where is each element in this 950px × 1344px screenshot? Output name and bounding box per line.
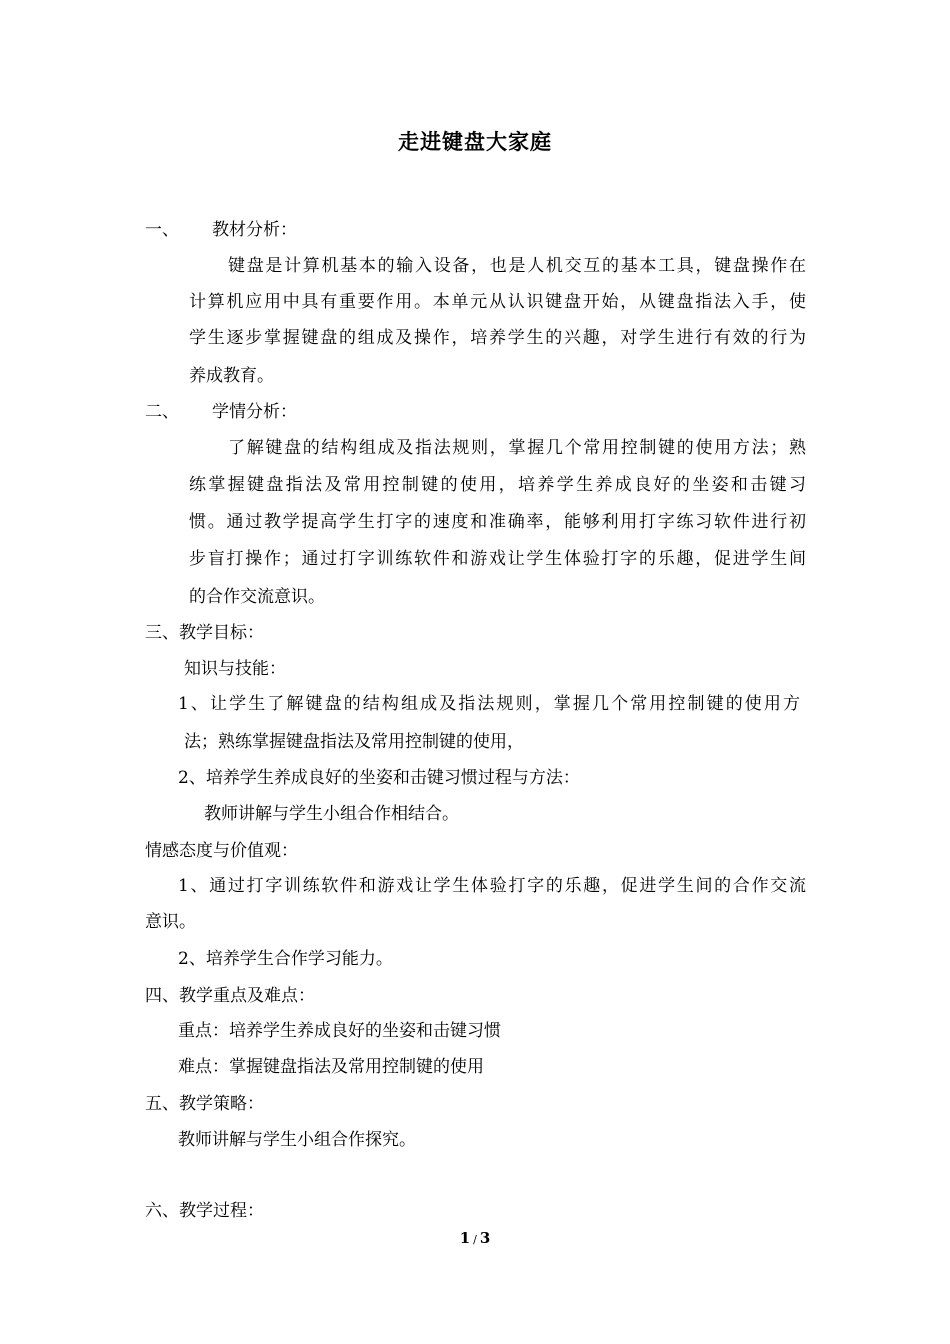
section2-line: 步盲打操作；通过打字训练软件和游戏让学生体验打字的乐趣，促进学生间: [189, 549, 806, 569]
page-number: [0, 1229, 950, 1247]
section4-heading: 四、教学重点及难点：: [145, 986, 315, 1006]
section5-heading: 五、教学策略：: [145, 1094, 264, 1114]
section3-item2: 2、培养学生养成良好的坐姿和击键习惯过程与方法：: [178, 768, 580, 788]
section3-heading: 三、教学目标：: [145, 623, 264, 643]
section3-item2-detail: 教师讲解与学生小组合作相结合。: [204, 804, 459, 824]
section1-line: 养成教育。: [189, 366, 274, 386]
section1-number: 一、: [145, 220, 179, 240]
section1-heading: 教材分析：: [212, 220, 297, 240]
section2-line: 练掌握键盘指法及常用控制键的使用，培养学生养成良好的坐姿和击键习: [189, 475, 806, 495]
section4-difficult-point: 难点：掌握键盘指法及常用控制键的使用: [178, 1057, 484, 1077]
section3-item3-line1: 1、通过打字训练软件和游戏让学生体验打字的乐趣，促进学生间的合作交流: [178, 876, 806, 896]
section2-line: 了解键盘的结构组成及指法规则，掌握几个常用控制键的使用方法；熟: [228, 438, 806, 458]
page-current: 1: [459, 1229, 471, 1247]
section5-content: 教师讲解与学生小组合作探究。: [178, 1130, 416, 1150]
section3-item1-line1: 1、让学生了解键盘的结构组成及指法规则，掌握几个常用控制键的使用方: [178, 694, 800, 714]
page-total: 3: [479, 1229, 491, 1247]
section1-line: 键盘是计算机基本的输入设备，也是人机交互的基本工具，键盘操作在: [228, 256, 806, 276]
section6-heading: 六、教学过程：: [145, 1201, 264, 1221]
section4-key-point: 重点：培养学生养成良好的坐姿和击键习惯: [178, 1021, 501, 1041]
section3-item1-line2: 法；熟练掌握键盘指法及常用控制键的使用，: [184, 732, 524, 752]
section3-item4: 2、培养学生合作学习能力。: [178, 949, 393, 969]
section1-line: 学生逐步掌握键盘的组成及操作，培养学生的兴趣，对学生进行有效的行为: [189, 328, 806, 348]
section1-line: 计算机应用中具有重要作用。本单元从认识键盘开始，从键盘指法入手，使: [189, 292, 806, 312]
section2-number: 二、: [145, 402, 179, 422]
section2-line: 惯。通过教学提高学生打字的速度和准确率，能够利用打字练习软件进行初: [189, 512, 806, 532]
page-separator: /: [473, 1233, 477, 1246]
section3-subheading-knowledge: 知识与技能：: [184, 659, 286, 679]
section2-line: 的合作交流意识。: [189, 587, 325, 607]
section3-item3-line2: 意识。: [145, 912, 196, 932]
section2-heading: 学情分析：: [212, 402, 297, 422]
document-title: 走进键盘大家庭: [398, 129, 552, 154]
section3-subheading-attitude: 情感态度与价值观：: [145, 841, 298, 861]
